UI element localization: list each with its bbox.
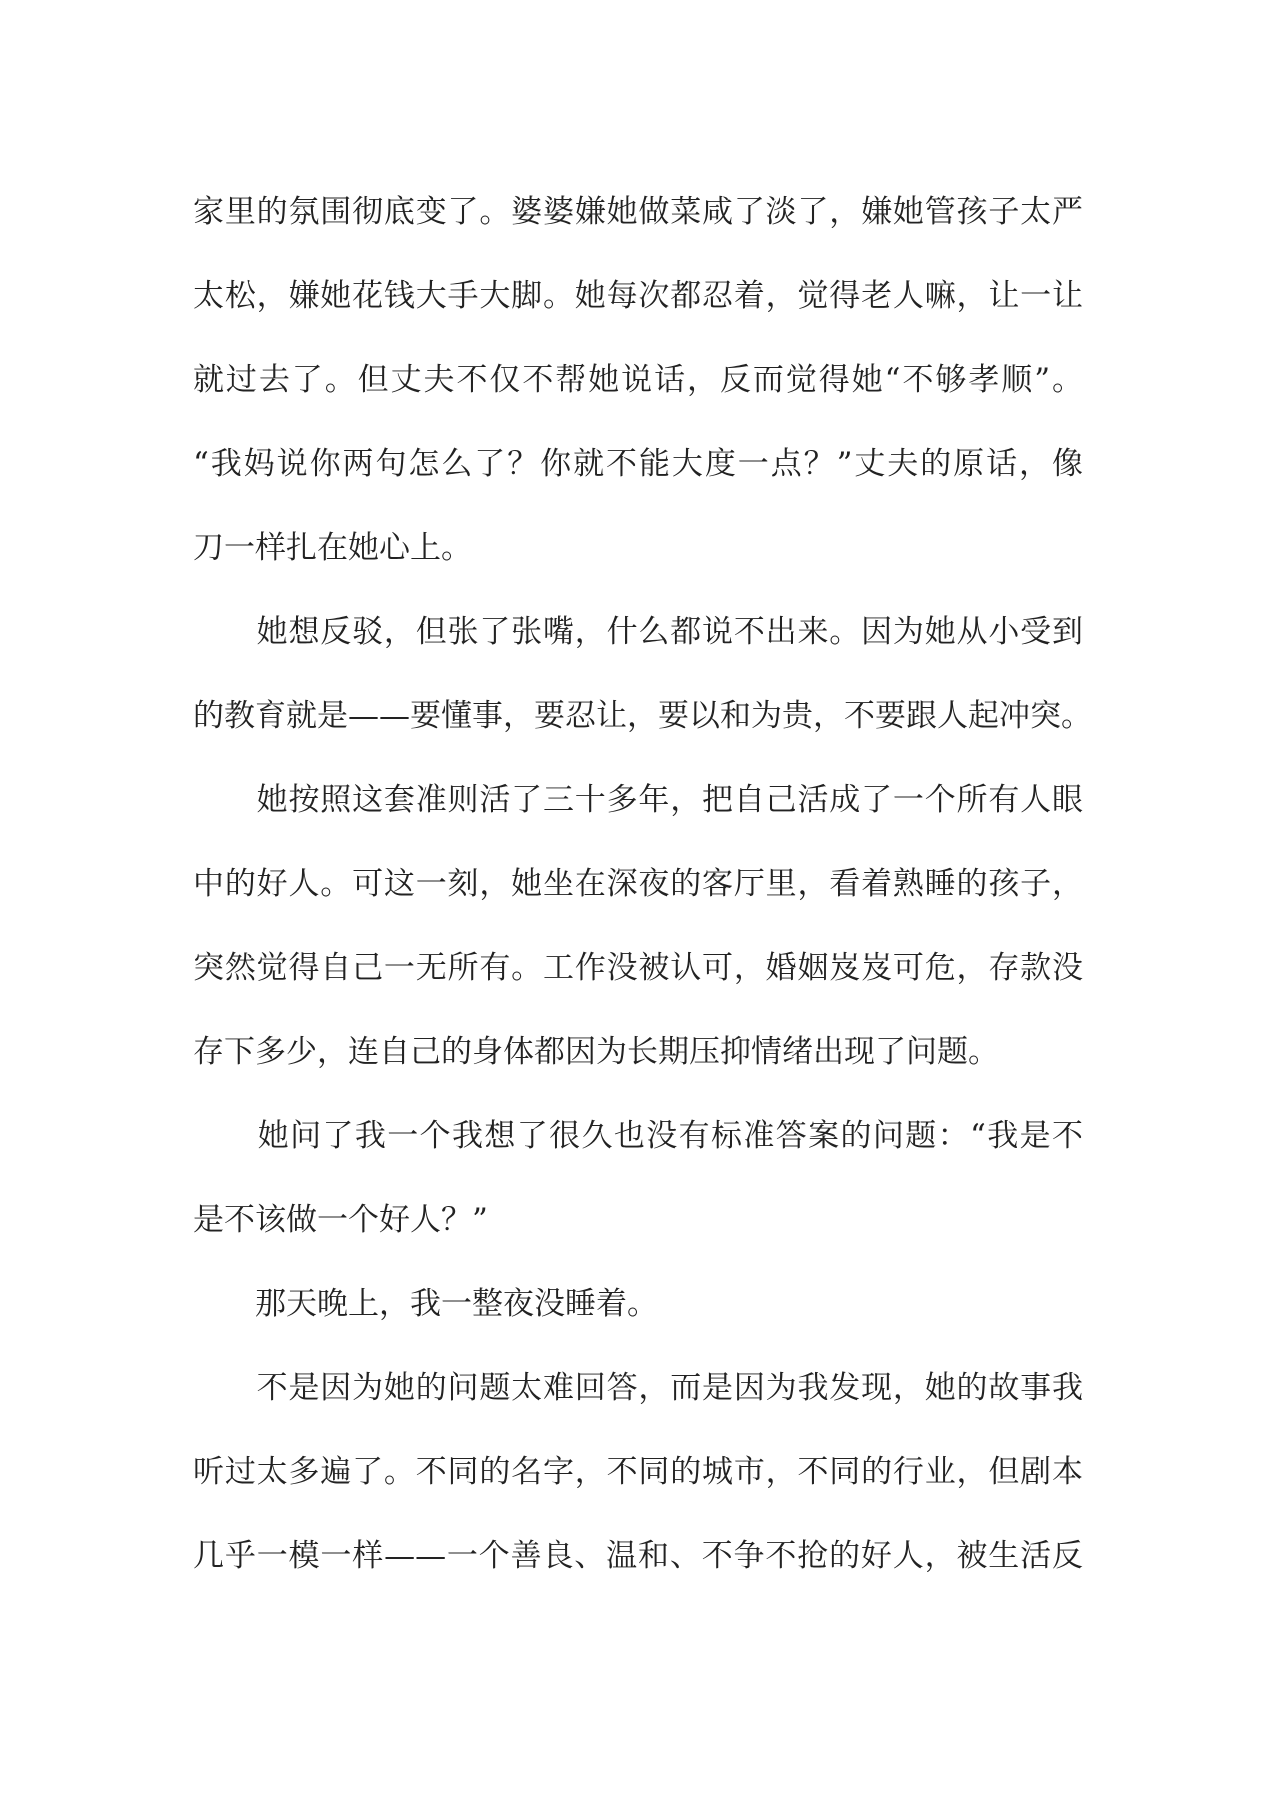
text-line: 中的好人。可这一刻，她坐在深夜的客厅里，看着熟睡的孩子， [193,866,1083,902]
text-line: 那天晚上，我一整夜没睡着。 [193,1286,658,1322]
text-line: 听过太多遍了。不同的名字，不同的城市，不同的行业，但剧本 [193,1454,1083,1490]
body-text [193,170,1092,1598]
text-line: 她问了我一个我想了很久也没有标准答案的问题：“我是不 [193,1118,1083,1154]
text-line: 就过去了。但丈夫不仅不帮她说话，反而觉得她“不够孝顺”。 [193,362,1083,398]
text-line: 不是因为她的问题太难回答，而是因为我发现，她的故事我 [193,1370,1083,1406]
text-line: 她按照这套准则活了三十多年，把自己活成了一个所有人眼 [193,782,1083,818]
text-line: 她想反驳，但张了张嘴，什么都说不出来。因为她从小受到 [193,614,1083,650]
text-line: 刀一样扎在她心上。 [193,530,472,566]
text-line: 的教育就是——要懂事，要忍让，要以和为贵，不要跟人起冲突。 [193,698,1092,734]
text-line: 是不该做一个好人？” [193,1202,488,1238]
text-line: 几乎一模一样——一个善良、温和、不争不抢的好人，被生活反 [193,1538,1083,1574]
text-line: 突然觉得自己一无所有。工作没被认可，婚姻岌岌可危，存款没 [193,950,1083,986]
text-line: 太松，嫌她花钱大手大脚。她每次都忍着，觉得老人嘛，让一让 [193,278,1083,314]
text-line: 存下多少，连自己的身体都因为长期压抑情绪出现了问题。 [193,1034,999,1070]
text-line: 家里的氛围彻底变了。婆婆嫌她做菜咸了淡了，嫌她管孩子太严 [193,194,1083,230]
text-line: “我妈说你两句怎么了？你就不能大度一点？”丈夫的原话，像 [193,446,1083,482]
